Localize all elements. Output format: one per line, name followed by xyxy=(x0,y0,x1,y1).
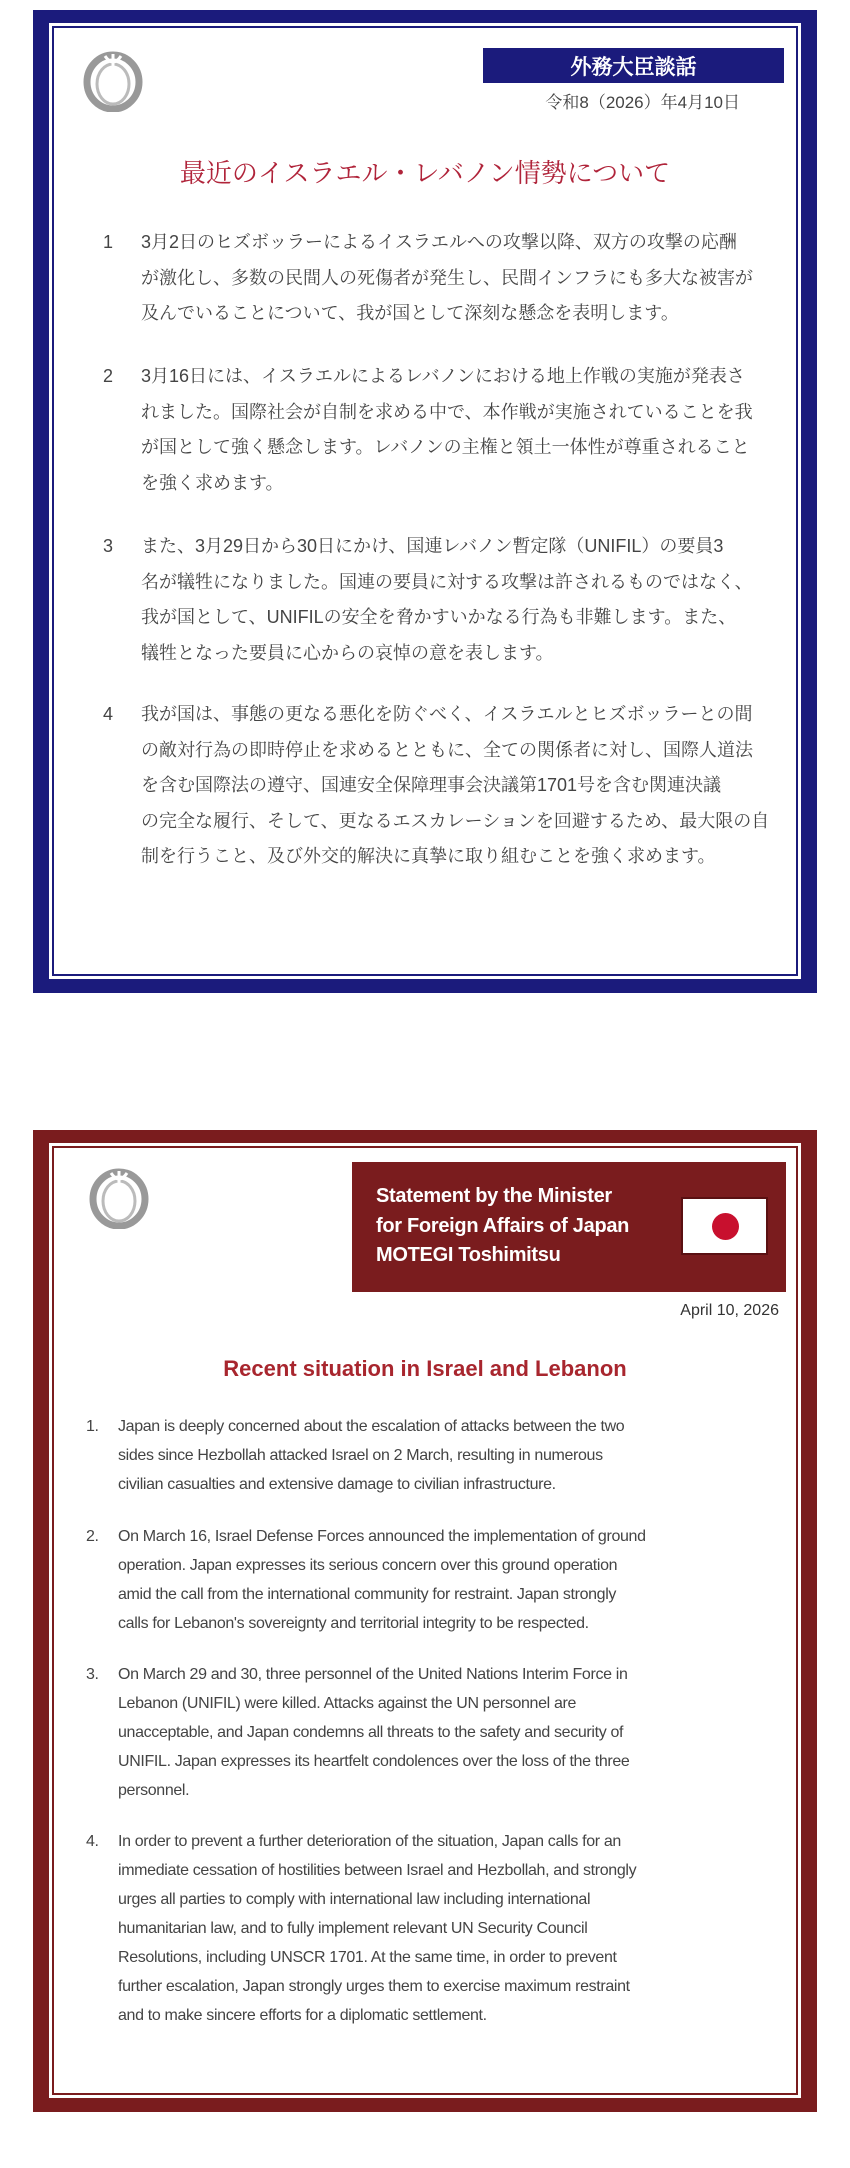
paragraph-text xyxy=(141,225,753,332)
paragraph-number: 2. xyxy=(86,1528,99,1545)
statement-date: April 10, 2026 xyxy=(680,1302,779,1319)
paragraph-line: immediate cessation of hostilities between Israel and Hezbollah, and strongly xyxy=(118,1862,637,1879)
header-line: MOTEGI Toshimitsu xyxy=(376,1244,561,1266)
flag-sun xyxy=(712,1213,739,1240)
paragraph-line: を含む国際法の遵守、国連安全保障理事会決議第1701号を含む関連決議 xyxy=(141,775,722,795)
paragraph-line: 犠牲となった要員に心からの哀悼の意を表します。 xyxy=(141,642,554,663)
paragraph-line: personnel. xyxy=(118,1782,190,1799)
paragraph-line: 制を行うこと、及び外交的解決に真摯に取り組むことを強く求めます。 xyxy=(141,846,716,866)
paragraph-number: 4 xyxy=(103,704,114,724)
paragraph-number: 3 xyxy=(103,536,114,556)
paragraph-text xyxy=(141,697,769,875)
paragraph-line: calls for Lebanon's sovereignty and territorial integrity to be respected. xyxy=(118,1615,589,1632)
header-line: for Foreign Affairs of Japan xyxy=(376,1214,630,1237)
paragraph-line: また、3月29日から30日にかけ、国連レバノン暫定隊（UNIFIL）の要員3 xyxy=(141,536,724,556)
paragraph-line: and to make sincere efforts for a diplomatic settlement. xyxy=(118,2007,487,2024)
header-text xyxy=(376,1182,629,1271)
paragraph-line: 3月16日には、イスラエルによるレバノンにおける地上作戦の実施が発表さ xyxy=(141,366,745,386)
paragraph-line: Lebanon (UNIFIL) were killed. Attacks against the UN personnel are xyxy=(118,1695,577,1712)
paragraph-line: sides since Hezbollah attacked Israel on 2 March, resulting in numerous xyxy=(118,1447,603,1464)
statement-title: Recent situation in Israel and Lebanon xyxy=(223,1356,627,1381)
paragraph-line: 我が国として、UNIFILの安全を脅かすいかなる行為も非難します。また、 xyxy=(141,607,737,627)
paragraph-number: 2 xyxy=(103,366,114,386)
statement-badge: 外務大臣談話 xyxy=(483,48,784,83)
paragraph-text xyxy=(141,529,753,671)
paragraph-line: In order to prevent a further deterioration of the situation, Japan calls for an xyxy=(118,1833,621,1850)
paragraph-text xyxy=(118,1412,624,1499)
paragraph-line: On March 16, Israel Defense Forces announced the implementation of ground xyxy=(118,1528,646,1545)
paragraph-line: further escalation, Japan strongly urges them to exercise maximum restraint xyxy=(118,1978,630,1995)
paragraph-line: 名が犠牲になりました。国連の要員に対する攻撃は許されるものではなく、 xyxy=(141,571,753,592)
paragraph-line: humanitarian law, and to fully implement relevant UN Security Council xyxy=(118,1920,588,1937)
paragraph-line: 我が国は、事態の更なる悪化を防ぐべく、イスラエルとヒズボッラーとの間 xyxy=(141,704,753,724)
paragraph-line: Japan is deeply concerned about the escalation of attacks between the two xyxy=(118,1418,625,1435)
paragraph-line: の完全な履行、そして、更なるエスカレーションを回避するため、最大限の自 xyxy=(141,810,770,831)
mofa-emblem-icon xyxy=(83,50,143,112)
paragraph-line: れました。国際社会が自制を求める中で、本作戦が実施されていることを我 xyxy=(141,401,753,422)
paragraph-line: が激化し、多数の民間人の死傷者が発生し、民間インフラにも多大な被害が xyxy=(141,267,753,288)
mofa-emblem-icon xyxy=(89,1167,149,1229)
paragraph-line: civilian casualties and extensive damage to civilian infrastructure. xyxy=(118,1476,556,1493)
statement-title: 最近のイスラエル・レバノン情勢について xyxy=(179,158,671,188)
paragraph-line: amid the call from the international community for restraint. Japan strongly xyxy=(118,1586,617,1603)
paragraph-number: 1. xyxy=(86,1418,99,1435)
paragraph-line: 及んでいることについて、我が国として深刻な懸念を表明します。 xyxy=(141,303,679,323)
paragraph-line: UNIFIL. Japan expresses its heartfelt condolences over the loss of the three xyxy=(118,1753,630,1770)
paragraph-line: が国として強く懸念します。レバノンの主権と領土一体性が尊重されること xyxy=(141,437,750,457)
statement-date: 令和8（2026）年4月10日 xyxy=(545,93,740,112)
header-line: Statement by the Minister xyxy=(376,1185,612,1207)
paragraph-line: operation. Japan expresses its serious concern over this ground operation xyxy=(118,1557,618,1574)
paragraph-line: Resolutions, including UNSCR 1701. At the same time, in order to prevent xyxy=(118,1949,617,1966)
paragraph-line: 3月2日のヒズボッラーによるイスラエルへの攻撃以降、双方の攻撃の応酬 xyxy=(141,232,737,252)
paragraph-text xyxy=(118,1660,629,1805)
paragraph-line: On March 29 and 30, three personnel of the United Nations Interim Force in xyxy=(118,1666,628,1683)
japan-flag-icon xyxy=(681,1197,768,1255)
paragraph-text xyxy=(141,359,753,501)
paragraph-number: 1 xyxy=(103,232,114,252)
paragraph-line: の敵対行為の即時停止を求めるとともに、全ての関係者に対し、国際人道法 xyxy=(141,739,753,760)
paragraph-text xyxy=(118,1827,636,2030)
statement-header-banner xyxy=(352,1162,786,1292)
paragraph-line: を強く求めます。 xyxy=(141,472,284,493)
paragraph-line: unacceptable, and Japan condemns all threats to the safety and security of xyxy=(118,1724,624,1741)
paragraph-text xyxy=(118,1522,646,1638)
paragraph-line: urges all parties to comply with international law including international xyxy=(118,1891,591,1908)
paragraph-number: 4. xyxy=(86,1833,99,1850)
paragraph-number: 3. xyxy=(86,1666,99,1683)
